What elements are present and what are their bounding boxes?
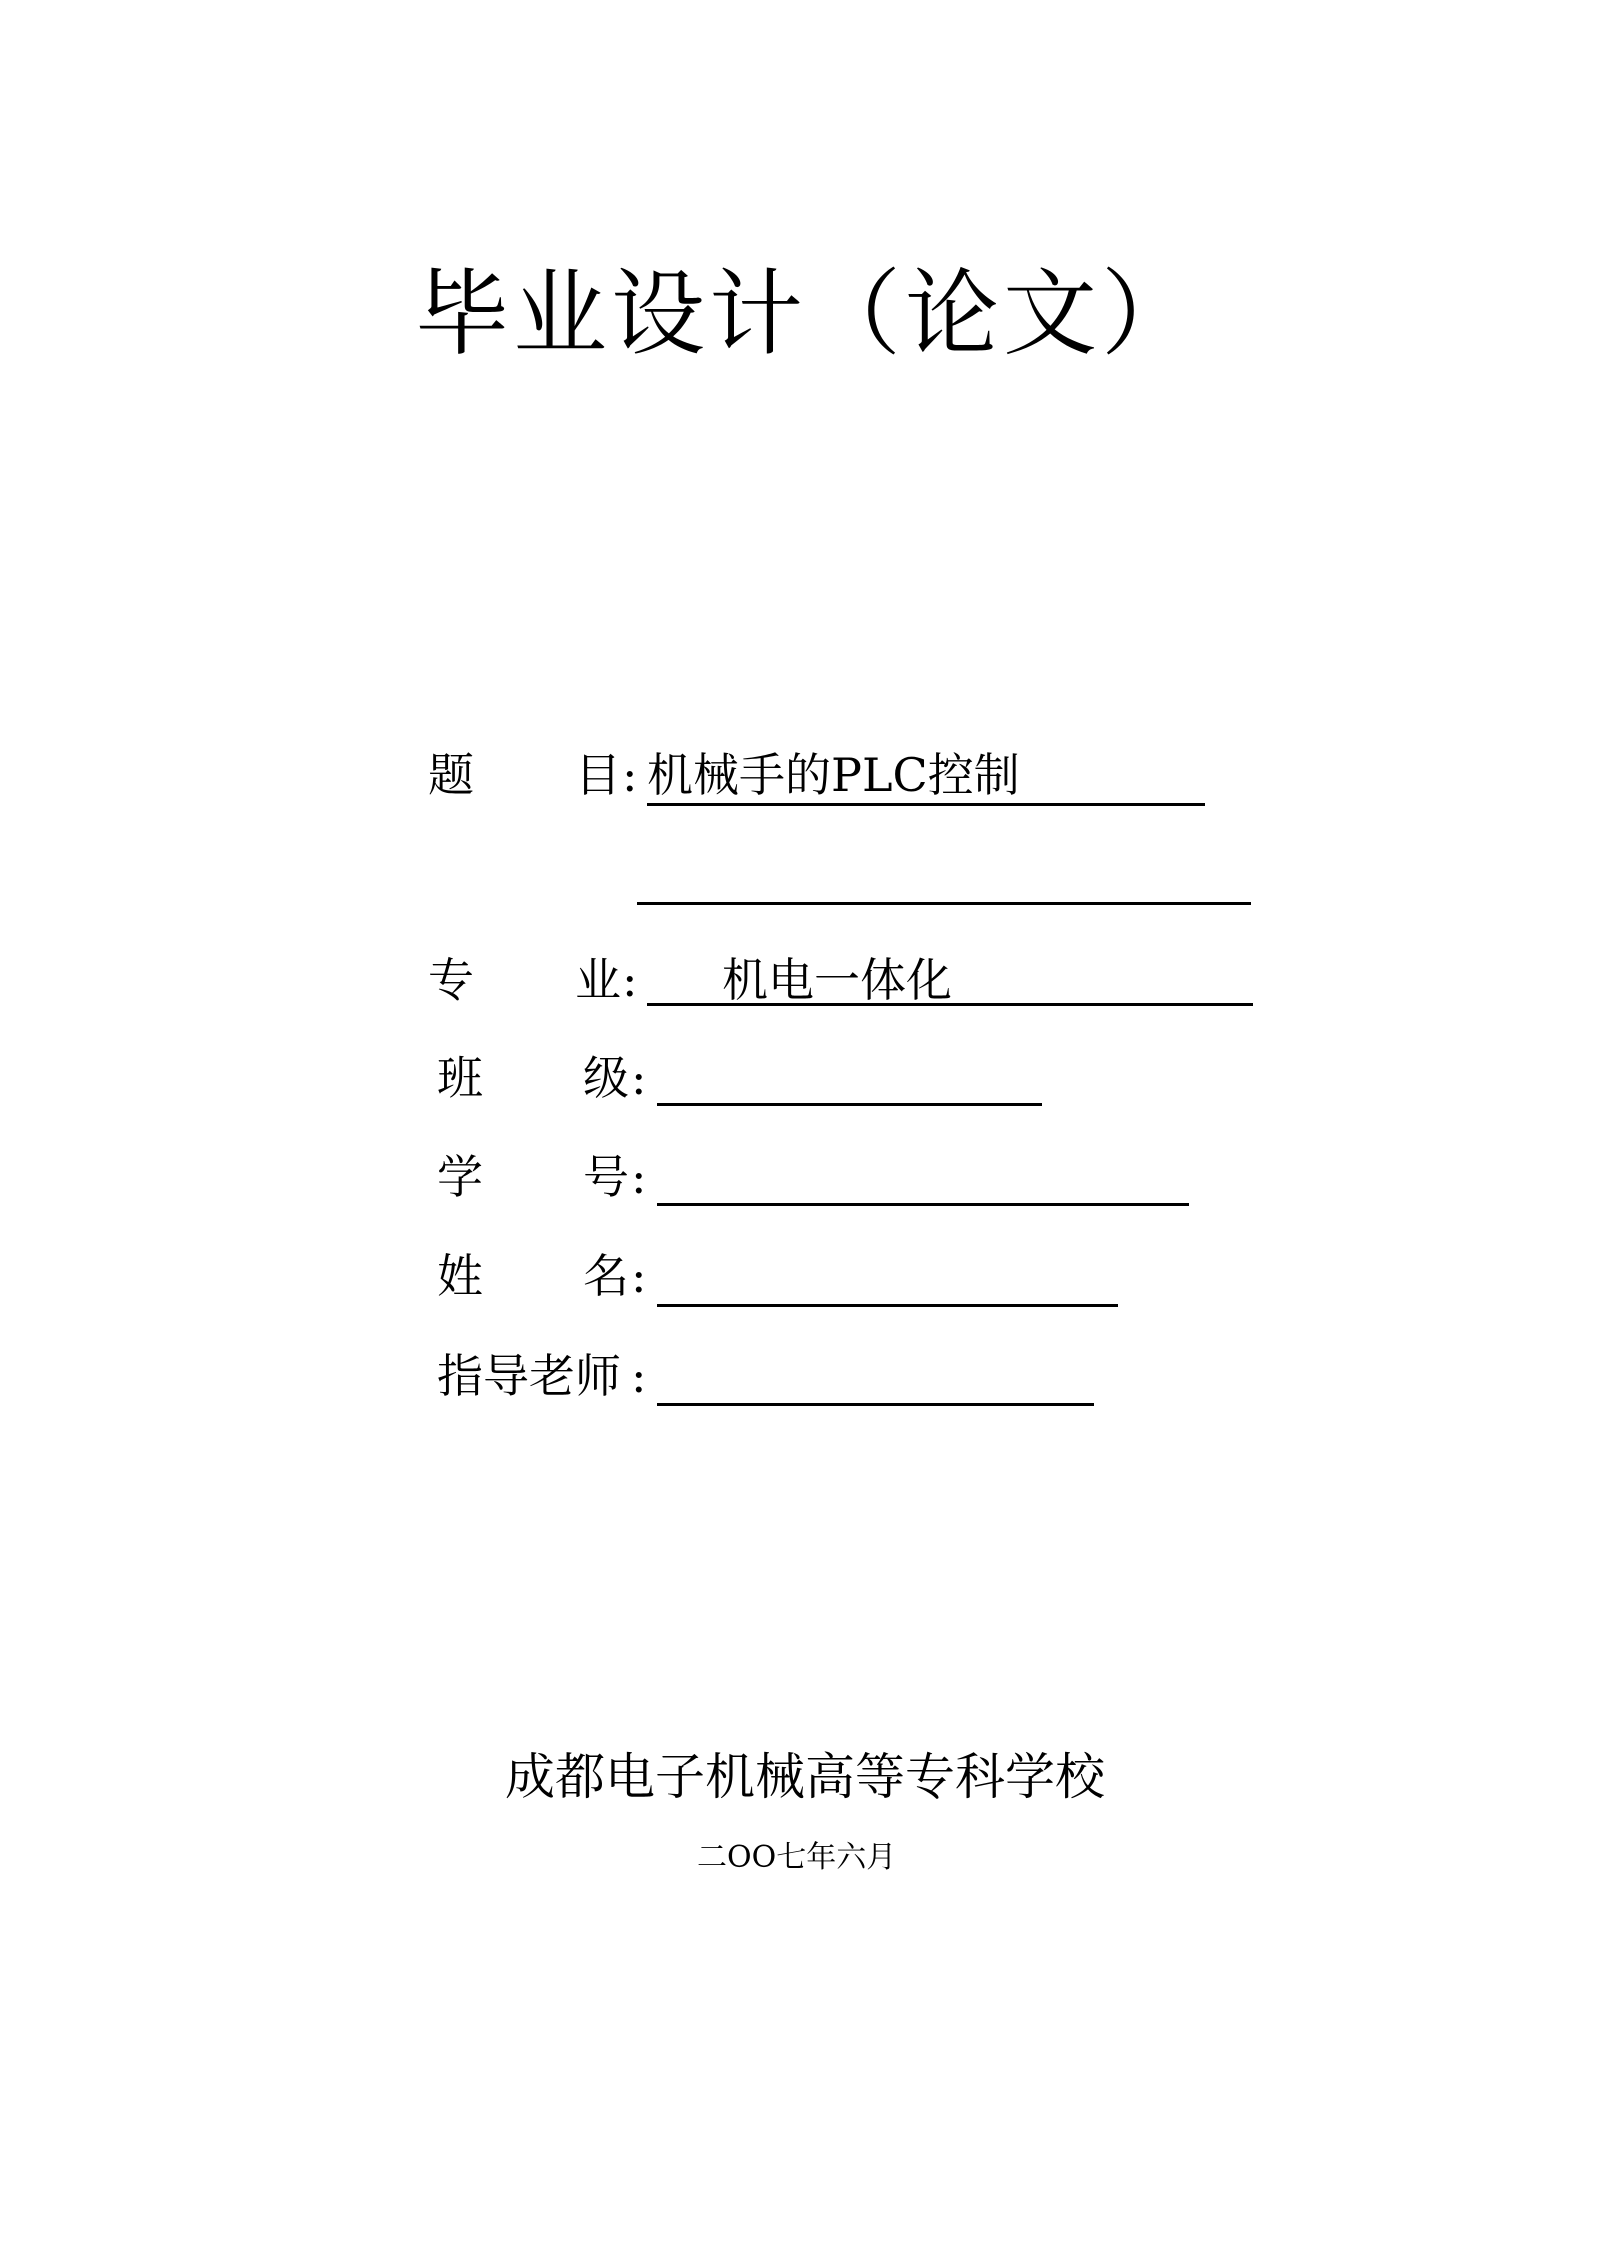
major-label-first: 专 — [428, 953, 474, 1007]
major-underline — [647, 1003, 1253, 1006]
name-underline — [657, 1304, 1118, 1307]
topic-underline-second-line — [637, 902, 1251, 905]
class-colon: : — [631, 1051, 647, 1105]
topic-label-second: 目 — [575, 748, 621, 802]
name-label-first: 姓 — [437, 1249, 483, 1303]
advisor-colon: : — [631, 1349, 647, 1403]
class-underline — [657, 1103, 1042, 1106]
major-colon: : — [622, 953, 638, 1007]
topic-underline — [647, 803, 1205, 806]
class-label-second: 级 — [583, 1051, 629, 1105]
topic-value: 机械手的PLC控制 — [647, 748, 1020, 802]
name-colon: : — [631, 1249, 647, 1303]
document-date: 二OO七年六月 — [697, 1840, 897, 1875]
major-value: 机电一体化 — [722, 953, 952, 1007]
document-title: 毕业设计（论文） — [415, 260, 1200, 369]
topic-colon: : — [622, 748, 638, 802]
student-id-underline — [657, 1203, 1189, 1206]
name-label-second: 名 — [583, 1249, 629, 1303]
major-label-second: 业 — [575, 953, 621, 1007]
advisor-underline — [657, 1403, 1094, 1406]
student-id-label-first: 学 — [437, 1150, 483, 1204]
class-label-first: 班 — [437, 1051, 483, 1105]
school-name: 成都电子机械高等专科学校 — [505, 1748, 1105, 1806]
advisor-label: 指导老师 — [437, 1349, 621, 1403]
student-id-colon: : — [631, 1150, 647, 1204]
topic-label-first: 题 — [428, 748, 474, 802]
student-id-label-second: 号 — [583, 1150, 629, 1204]
